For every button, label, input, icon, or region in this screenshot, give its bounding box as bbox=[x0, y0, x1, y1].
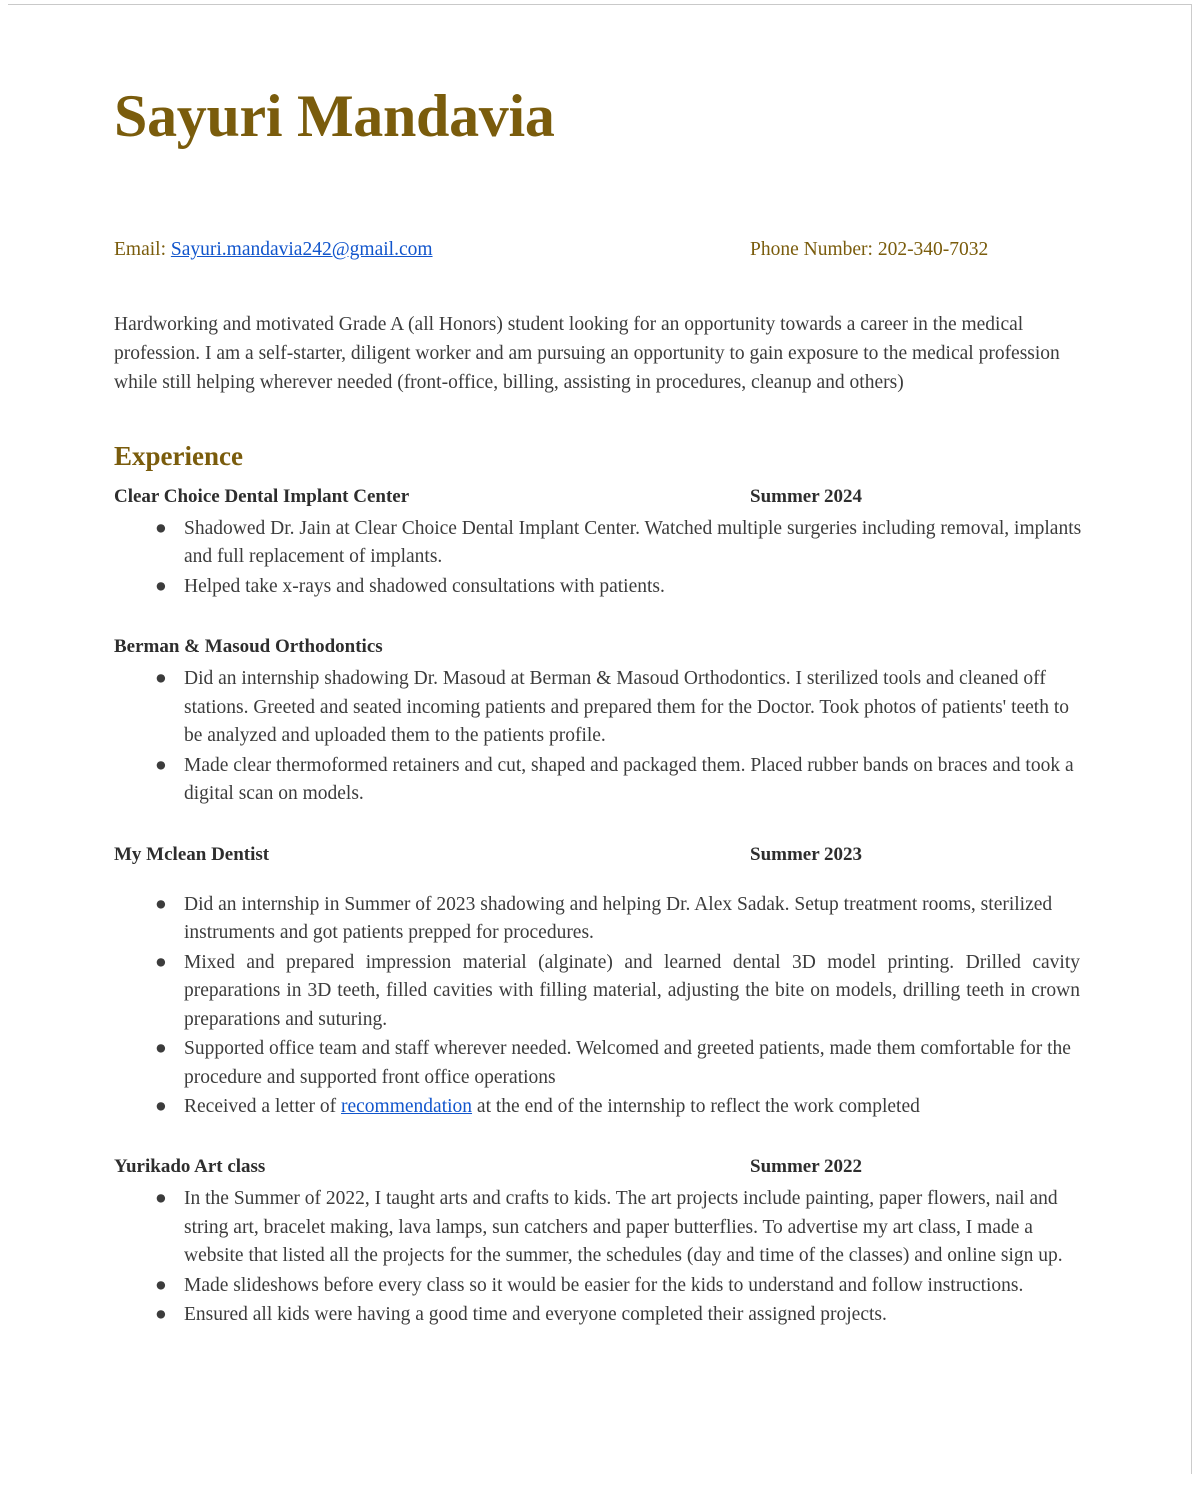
list-item-text: Made slideshows before every class so it would be easier for the kids to understand and follow instructions. bbox=[184, 1274, 1024, 1296]
experience-entry bbox=[114, 843, 1086, 1122]
list-item bbox=[114, 1035, 1086, 1092]
entry-organization: Yurikado Art class bbox=[114, 1156, 266, 1178]
bullet-icon: ● bbox=[155, 1304, 167, 1326]
entry-bullet-list bbox=[114, 891, 1086, 1122]
recommendation-link[interactable]: recommendation bbox=[341, 1096, 473, 1117]
list-item bbox=[114, 665, 1086, 750]
bullet-icon: ● bbox=[155, 1274, 167, 1296]
phone-text: Phone Number: 202-340-7032 bbox=[750, 239, 989, 260]
bullet-icon: ● bbox=[155, 1188, 167, 1210]
list-item-text: Ensured all kids were having a good time and everyone completed their assigned projects. bbox=[184, 1304, 887, 1326]
experience-entry bbox=[114, 635, 1086, 808]
email-block bbox=[114, 237, 433, 262]
experience-entry bbox=[114, 485, 1086, 601]
list-item bbox=[114, 949, 1086, 1034]
list-item bbox=[114, 515, 1086, 572]
summary-paragraph: Hardworking and motivated Grade A (all Honors) student looking for an opportunity towards a career in the medical profession. I am a self-starter, diligent worker and am pursuing an opportunity to gain exposure to the medical profession while still helping wherever needed (front-office, billing, assisting in procedures, cleanup and others) bbox=[114, 314, 1060, 393]
page-title: Sayuri Mandavia bbox=[114, 83, 555, 149]
entry-date: Summer 2022 bbox=[750, 1156, 863, 1178]
entry-organization: Berman & Masoud Orthodontics bbox=[114, 636, 383, 658]
list-item bbox=[114, 1301, 1086, 1329]
entry-header bbox=[114, 635, 1086, 661]
entry-organization: My Mclean Dentist bbox=[114, 843, 270, 865]
entry-bullet-list bbox=[114, 1185, 1086, 1329]
bullet-icon: ● bbox=[155, 1038, 167, 1060]
section-heading-experience: Experience bbox=[114, 440, 243, 471]
list-item bbox=[114, 573, 1086, 601]
list-item-text: Did an internship shadowing Dr. Masoud at Berman & Masoud Orthodontics. I sterilized tools and cleaned off stations. Greeted and seated incoming patients and prepared them for the Doctor. Took photos of patients' teeth to be analyzed and uploaded them to the patients profile. bbox=[184, 668, 1070, 747]
list-item bbox=[114, 1185, 1086, 1270]
list-item-text: Mixed and prepared impression material (alginate) and learned dental 3D model printing. Drilled cavity preparations in 3D teeth, filled cavities with filling material, adjusting the bite on models, drilling teeth in crown preparations and suturing. bbox=[184, 951, 1080, 1030]
bullet-icon: ● bbox=[155, 893, 167, 915]
list-item-text-after: at the end of the internship to reflect the work completed bbox=[472, 1096, 920, 1117]
list-item bbox=[114, 1272, 1086, 1300]
entry-header bbox=[114, 485, 1086, 511]
email-label: Email: bbox=[114, 239, 166, 260]
list-item-with-link bbox=[114, 1093, 1086, 1121]
page-right-rule bbox=[1191, 4, 1192, 1474]
bullet-icon: ● bbox=[155, 754, 167, 776]
experience-entry bbox=[114, 1155, 1086, 1329]
entry-date: Summer 2024 bbox=[750, 485, 863, 507]
bullet-icon: ● bbox=[155, 668, 167, 690]
list-item-text: Shadowed Dr. Jain at Clear Choice Dental Implant Center. Watched multiple surgeries including removal, implants and full replacement of implants. bbox=[184, 517, 1082, 568]
entry-organization: Clear Choice Dental Implant Center bbox=[114, 485, 410, 507]
list-item-text-before: Received a letter of bbox=[184, 1096, 341, 1117]
list-item bbox=[114, 752, 1086, 809]
list-item bbox=[114, 891, 1086, 948]
list-item-text: Made clear thermoformed retainers and cut, shaped and packaged them. Placed rubber bands on braces and took a digital scan on models. bbox=[184, 754, 1074, 805]
list-item-text: Helped take x-rays and shadowed consultations with patients. bbox=[184, 575, 665, 597]
bullet-icon: ● bbox=[155, 517, 167, 539]
list-item-text: In the Summer of 2022, I taught arts and crafts to kids. The art projects include painting, paper flowers, nail and string art, bracelet making, lava lamps, sun catchers and paper butterflies. To advertise my art class, I made a website that listed all the projects for the summer, the schedules (day and time of the classes) and online sign up. bbox=[184, 1188, 1063, 1267]
list-item-text: Supported office team and staff wherever needed. Welcomed and greeted patients, made them comfortable for the procedure and supported front office operations bbox=[184, 1038, 1071, 1088]
contact-row bbox=[114, 237, 1086, 263]
resume-content bbox=[114, 0, 1086, 1331]
email-link[interactable]: Sayuri.mandavia242@gmail.com bbox=[170, 239, 433, 260]
entry-bullet-list bbox=[114, 665, 1086, 808]
entry-bullet-list bbox=[114, 515, 1086, 601]
bullet-icon: ● bbox=[155, 575, 167, 597]
bullet-icon: ● bbox=[155, 951, 167, 973]
entry-date: Summer 2023 bbox=[750, 843, 863, 865]
entry-header bbox=[114, 843, 1086, 869]
bullet-icon: ● bbox=[155, 1096, 167, 1117]
list-item-text: Did an internship in Summer of 2023 shadowing and helping Dr. Alex Sadak. Setup treatment rooms, sterilized instruments and got patients prepped for procedures. bbox=[184, 893, 1053, 944]
entry-header bbox=[114, 1155, 1086, 1181]
